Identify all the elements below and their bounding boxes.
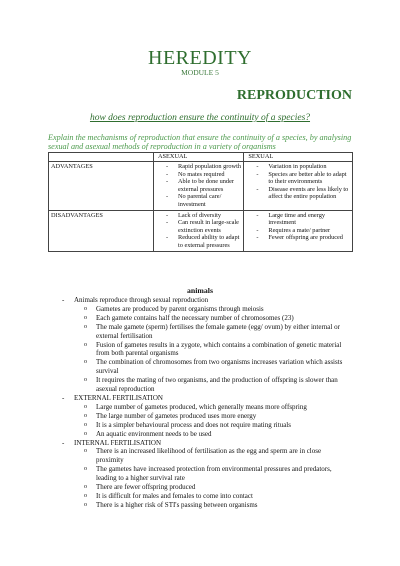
list-item: - Able to be done under external pressures bbox=[178, 178, 241, 193]
bullet-list bbox=[60, 305, 350, 394]
cell-sexual-disadvantages bbox=[244, 210, 353, 251]
column-header-sexual: SEXUAL bbox=[244, 153, 353, 162]
list-item: o It requires the mating of two organisms, and the production of offspring is slower than asexual reproduction bbox=[88, 376, 350, 394]
list-item: - Large time and energy investment bbox=[268, 212, 350, 227]
objective-line-1: Explain the mechanisms of reproduction that ensure the continuity of a species, by analysing bbox=[48, 133, 352, 142]
list-item: - Disease events are less likely to affect the entire population bbox=[268, 186, 350, 201]
list-item: - Rapid population growth bbox=[178, 163, 241, 171]
section-internal-fertilisation: - INTERNAL FERTILISATION bbox=[60, 439, 350, 448]
list-item: o The gametes have increased protection from environmental pressures and predators, leading to a higher survival rate bbox=[88, 465, 350, 483]
cell-sexual-advantages bbox=[244, 162, 353, 211]
table-row-advantages bbox=[49, 162, 353, 211]
objective-line-2: sexual and asexual methods of reproduction in a variety of organisms bbox=[48, 143, 276, 150]
section-heading: REPRODUCTION bbox=[236, 88, 352, 103]
inquiry-question: how does reproduction ensure the continuity of a species? bbox=[89, 113, 311, 123]
list-item: - Species are better able to adapt to their environments bbox=[268, 171, 350, 186]
list-item: o Gametes are produced by parent organisms through meiosis bbox=[88, 305, 350, 314]
table-corner bbox=[49, 153, 154, 162]
bullet-list bbox=[60, 403, 350, 439]
list-item: - Reduced ability to adapt to external pressures bbox=[178, 234, 241, 249]
cell-asexual-advantages bbox=[154, 162, 244, 211]
list-item: o Fusion of gametes results in a zygote, which contains a combination of genetic material from both parental organisms bbox=[88, 341, 350, 359]
list-item: o There is an increased likelihood of fertilisation as the egg and sperm are in close proximity bbox=[88, 447, 350, 465]
table-header-row bbox=[49, 153, 353, 162]
list-item: o There are fewer offspring produced bbox=[88, 483, 350, 492]
list-item: - Can result in large-scale extinction events bbox=[178, 219, 241, 234]
bullet-list bbox=[60, 447, 350, 509]
column-header-asexual: ASEXUAL bbox=[154, 153, 244, 162]
row-label-advantages: ADVANTAGES bbox=[49, 162, 154, 211]
list-item: - No parental care/ investment bbox=[178, 193, 241, 208]
list-item: o It is a simpler behavioural process and does not require mating rituals bbox=[88, 421, 350, 430]
list-item: o Large number of gametes produced, which generally means more offspring bbox=[88, 403, 350, 412]
list-item: - Lack of diversity bbox=[178, 212, 241, 220]
list-item: - No mates required bbox=[178, 171, 241, 179]
list-item: - Requires a mate/ partner bbox=[268, 227, 350, 235]
list-item: o It is difficult for males and females to come into contact bbox=[88, 492, 350, 501]
list-item: o The large number of gametes produced uses more energy bbox=[88, 412, 350, 421]
list-item: o Each gamete contains half the necessary number of chromosomes (23) bbox=[88, 314, 350, 323]
module-label: MODULE 5 bbox=[181, 68, 219, 77]
list-item: o There is a higher risk of STI's passing between organisms bbox=[88, 501, 350, 510]
section-sexual-reproduction: - Animals reproduce through sexual reproduction bbox=[60, 296, 350, 305]
table-row-disadvantages bbox=[49, 210, 353, 251]
cell-asexual-disadvantages bbox=[154, 210, 244, 251]
list-item: o An aquatic environment needs to be used bbox=[88, 430, 350, 439]
animals-notes bbox=[60, 296, 350, 510]
list-item: o The combination of chromosomes from two organisms increases variation which assists survival bbox=[88, 358, 350, 376]
list-item: - Fewer offspring are produced bbox=[268, 234, 350, 242]
list-item: - Variation in population bbox=[268, 163, 350, 171]
animals-heading: animals bbox=[187, 286, 213, 295]
learning-objective bbox=[48, 133, 360, 150]
row-label-disadvantages: DISADVANTAGES bbox=[49, 210, 154, 251]
section-external-fertilisation: - EXTERNAL FERTILISATION bbox=[60, 394, 350, 403]
comparison-table bbox=[48, 152, 353, 252]
page-title: HEREDITY bbox=[148, 47, 252, 69]
list-item: o The male gamete (sperm) fertilises the female gamete (egg/ ovum) by either internal or external fertilisation bbox=[88, 323, 350, 341]
